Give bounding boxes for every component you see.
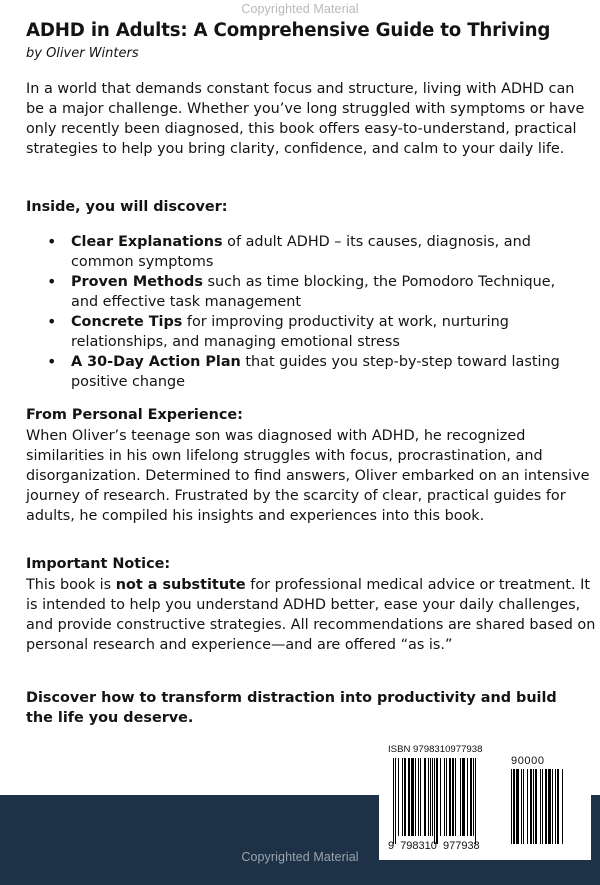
barcode-bar <box>555 769 556 844</box>
barcode-bar <box>460 758 461 836</box>
price-addon-barcode <box>511 769 581 844</box>
barcode-bar <box>430 758 431 836</box>
closing-statement: Discover how to transform distraction into productivity and build the life you deserve. <box>26 690 557 726</box>
barcode-bar <box>404 758 406 836</box>
feature-list <box>46 232 566 392</box>
feature-item-bold: Proven Methods <box>71 274 203 290</box>
feature-item-text: that guides you step-by-step toward lasting positive change <box>71 354 560 390</box>
barcode-bar <box>432 758 433 836</box>
feature-item-bold: A 30-Day Action Plan <box>71 354 241 370</box>
barcode-bar <box>424 758 426 836</box>
feature-item-bold: Concrete Tips <box>71 314 183 330</box>
barcode-box <box>379 738 591 860</box>
barcode-bar <box>523 769 524 844</box>
barcode-bar <box>428 758 429 836</box>
feature-item <box>46 272 566 312</box>
barcode-bar <box>393 758 394 844</box>
barcode-bar <box>452 758 454 836</box>
barcode-bar <box>420 758 421 836</box>
book-title: ADHD in Adults: A Comprehensive Guide to Thriving <box>26 20 551 41</box>
watermark-top: Copyrighted Material <box>241 2 359 16</box>
barcode-bar <box>533 769 534 844</box>
barcode-bar <box>446 758 447 836</box>
barcode-bar <box>444 758 445 836</box>
barcode-bar <box>402 758 403 836</box>
feature-item-text: of adult ADHD – its causes, diagnosis, and common symptoms <box>71 234 531 270</box>
barcode-bar <box>552 769 553 844</box>
barcode-bar <box>470 758 472 836</box>
notice-text-bold: not a substitute <box>115 577 246 593</box>
isbn-digit-first: 9 <box>388 840 395 852</box>
feature-item-text: such as time blocking, the Pomodoro Technique, and effective task management <box>71 274 556 310</box>
notice-paragraph <box>26 575 596 655</box>
feature-item <box>46 232 566 272</box>
barcode-bar <box>557 769 559 844</box>
feature-item-bold: Clear Explanations <box>71 234 223 250</box>
notice-heading: Important Notice: <box>26 556 171 572</box>
barcode-bar <box>548 769 551 844</box>
isbn-digit-group-1: 798310 <box>400 840 437 852</box>
barcode-bar <box>455 758 456 836</box>
barcode-bar <box>434 758 435 844</box>
barcode-bar <box>527 769 528 844</box>
barcode-bar <box>415 758 416 836</box>
barcode-bar <box>408 758 410 836</box>
author-line: by Oliver Winters <box>26 46 139 61</box>
barcode-bar <box>511 769 512 844</box>
barcode-bar <box>467 758 468 836</box>
barcode-bar <box>436 758 438 844</box>
intro-paragraph: In a world that demands constant focus and structure, living with ADHD can be a major challenge. Whether you’ve long struggled with symptoms or have only recently been diagnosed, this book offers easy-to-understand, practical strategies to help you bring clarity, confidence, and calm to your daily life. <box>26 81 585 157</box>
barcode-bar <box>545 769 547 844</box>
barcode-bar <box>562 769 563 844</box>
barcode-bar <box>530 769 532 844</box>
notice-text-start: This book is <box>26 577 116 593</box>
barcode-bar <box>521 769 522 844</box>
barcode-bar <box>535 769 537 844</box>
barcode-bar <box>540 769 541 844</box>
price-code: 90000 <box>511 755 545 767</box>
notice-text-end: for professional medical advice or treatment. It is intended to help you understand ADHD better, ease your daily challenges, and provide constructive strategies. All recommendations are shared based on personal research and experience—and are offered “as is.” <box>26 577 596 653</box>
barcode-bar <box>516 769 519 844</box>
barcode-bar <box>440 758 441 836</box>
isbn-label: ISBN 9798310977938 <box>388 744 483 755</box>
barcode-bar <box>449 758 451 836</box>
experience-paragraph: When Oliver’s teenage son was diagnosed with ADHD, he recognized similarities in his own lifelong struggles with focus, procrastination, and disorganization. Determined to find answers, Oliver embarked on an intensive journey of research. Frustrated by the scarcity of clear, practical guides for adults, he compiled his insights and experiences into this book. <box>26 428 590 524</box>
barcode-bar <box>395 758 396 844</box>
barcode-bar <box>475 758 476 844</box>
barcode-bar <box>513 769 515 844</box>
barcode-bar <box>411 758 414 836</box>
experience-heading: From Personal Experience: <box>26 407 243 423</box>
barcode-bar <box>473 758 474 836</box>
isbn-digit-group-2: 977938 <box>442 840 480 852</box>
feature-item <box>46 312 566 352</box>
barcode-bar <box>398 758 399 836</box>
feature-item <box>46 352 566 392</box>
isbn-barcode <box>393 758 507 844</box>
barcode-bar <box>462 758 465 836</box>
inside-heading: Inside, you will discover: <box>26 199 228 215</box>
barcode-bar <box>418 758 419 836</box>
barcode-bar <box>542 769 543 844</box>
feature-item-text: for improving productivity at work, nurturing relationships, and managing emotional stress <box>71 314 509 350</box>
watermark-bottom: Copyrighted Material <box>241 850 359 864</box>
